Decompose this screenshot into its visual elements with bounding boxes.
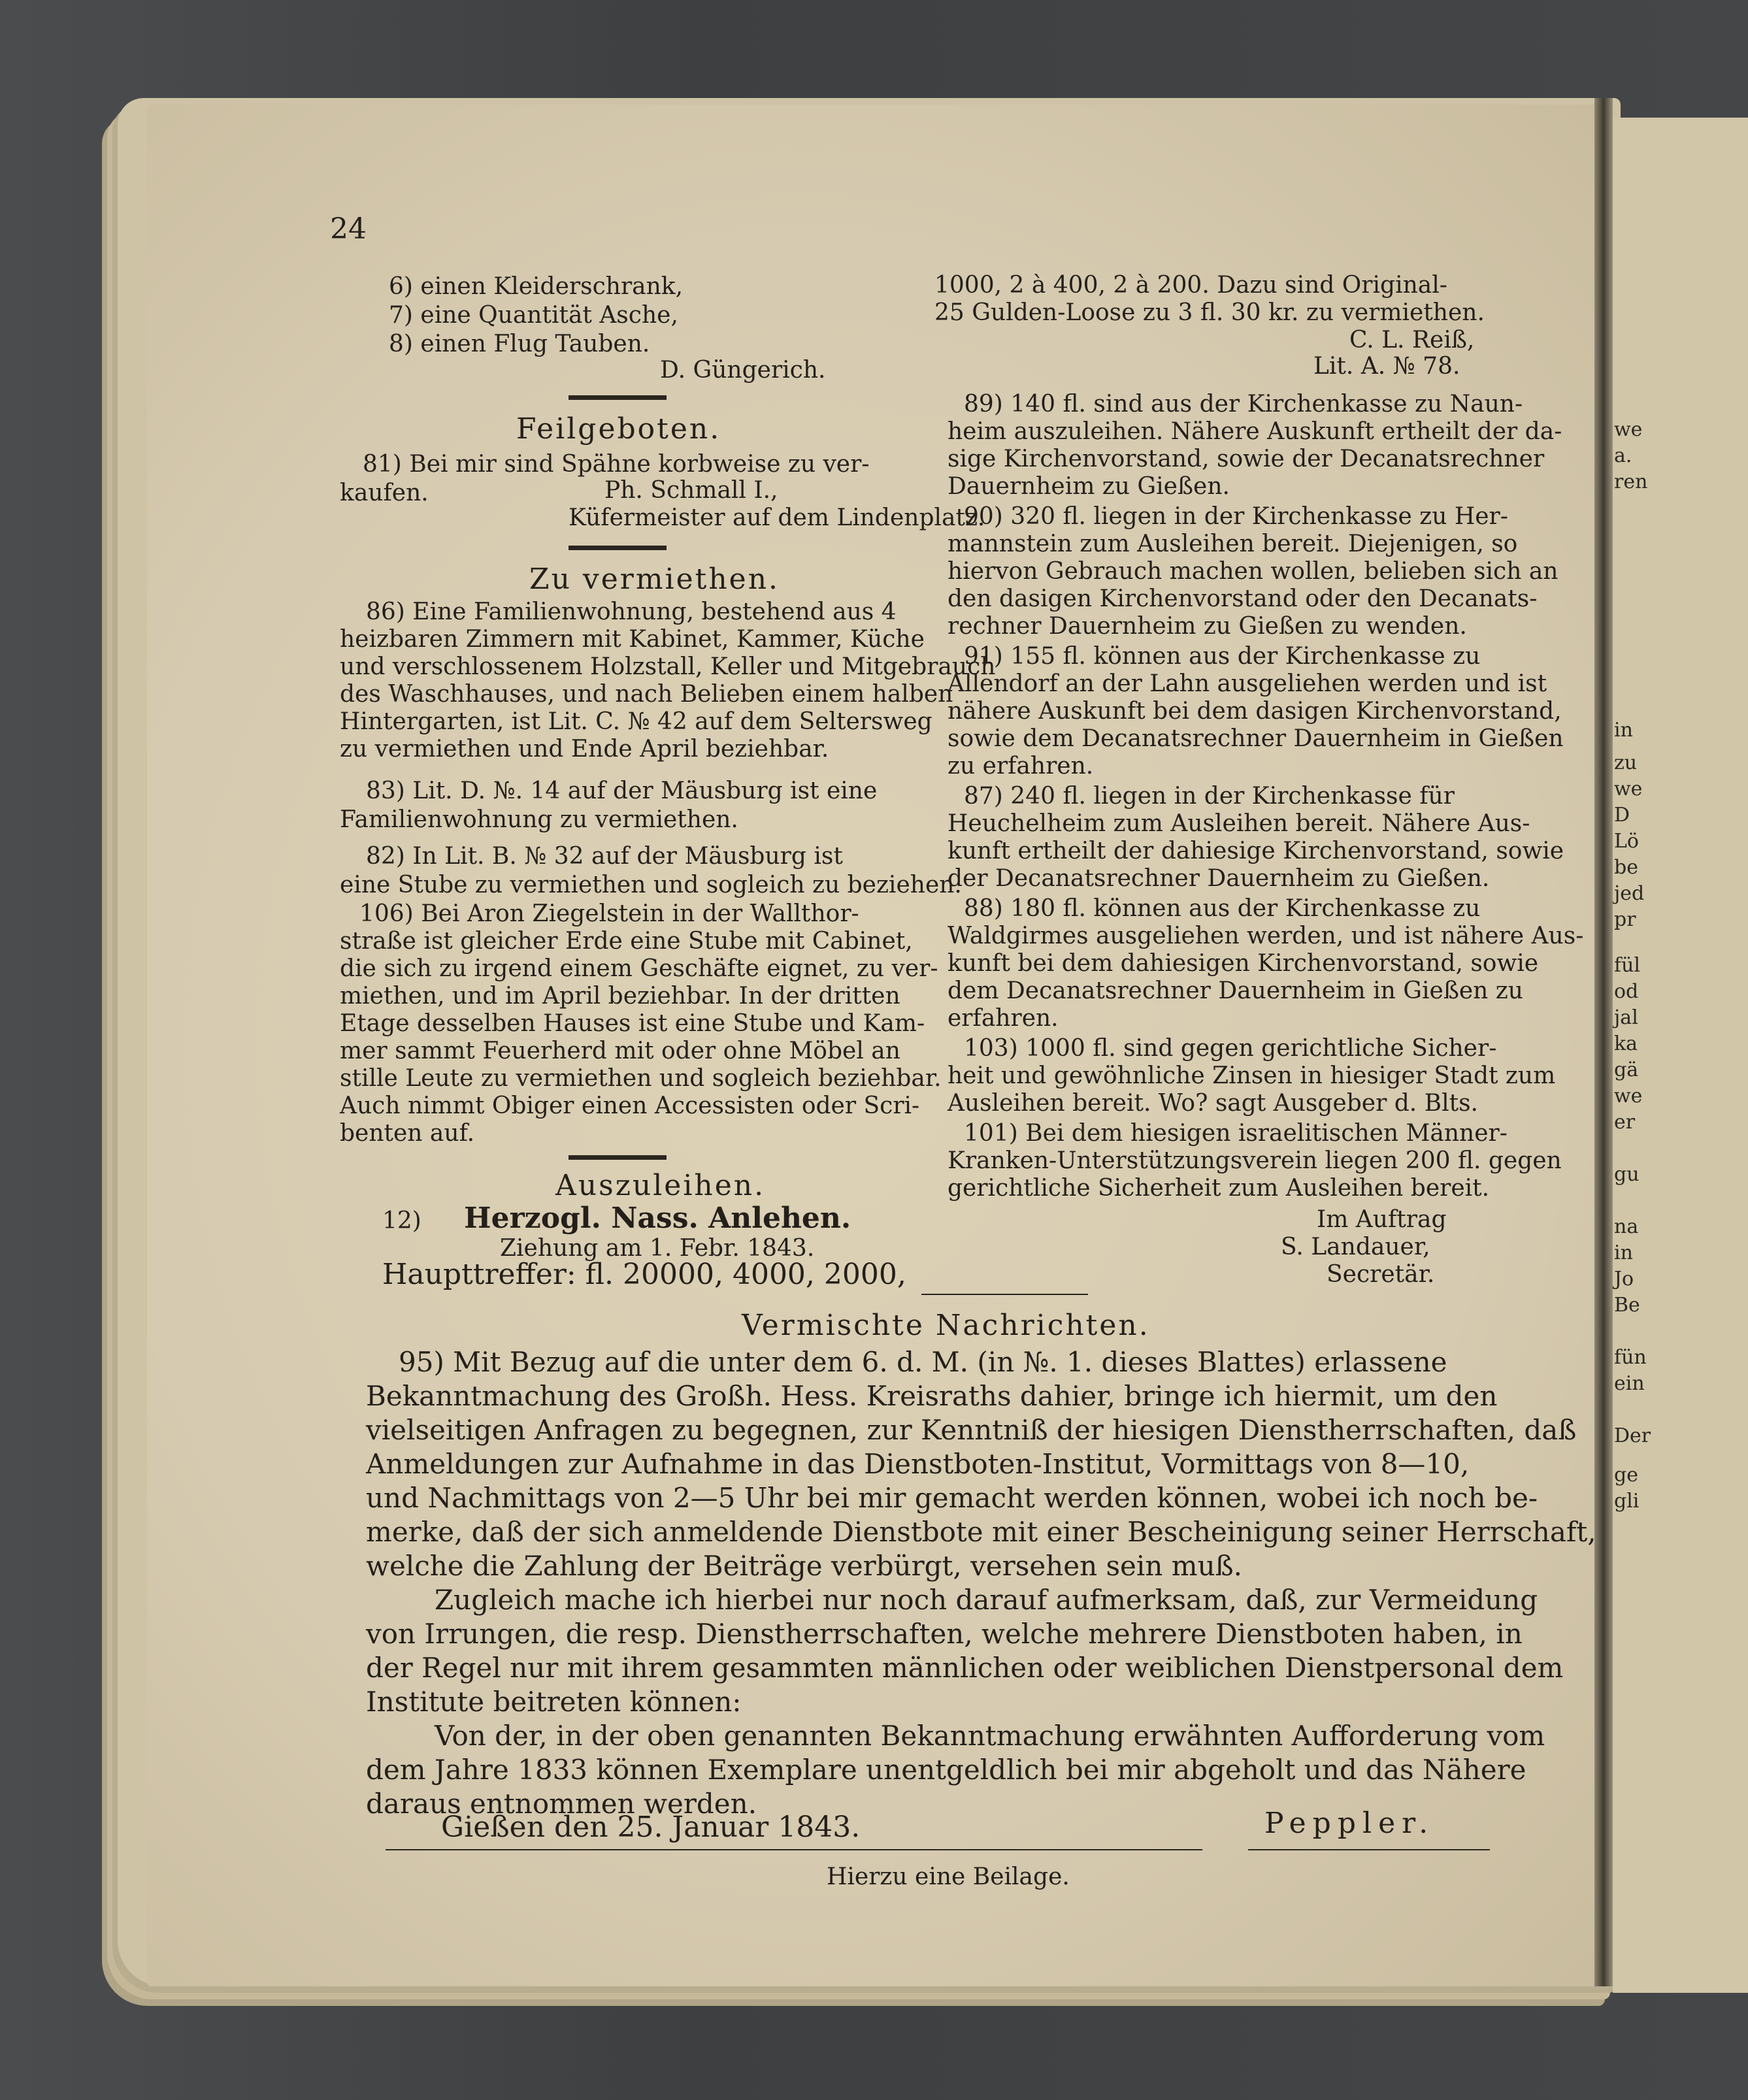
next-page-fragment: gu xyxy=(1614,1163,1640,1186)
section-heading-auszuleihen: Auszuleihen. xyxy=(555,1169,766,1202)
text-line: kaufen. xyxy=(340,480,429,506)
next-page-fragment: D xyxy=(1614,804,1630,827)
text-line: 12) xyxy=(382,1207,421,1234)
seller-name: Ph. Schmall I., xyxy=(604,477,778,504)
text-line: 83) Lit. D. №. 14 auf der Mäusburg ist eine xyxy=(366,778,878,804)
text-line: Secretär. xyxy=(1327,1261,1435,1288)
section-rule xyxy=(569,546,667,550)
text-line: Familienwohnung zu vermiethen. xyxy=(340,806,738,833)
next-page-fragment: ein xyxy=(1614,1372,1645,1395)
text-line: Etage desselben Hauses ist eine Stube und Kam- xyxy=(340,1010,925,1037)
text-line: mer sammt Feuerherd mit oder ohne Möbel an xyxy=(340,1038,900,1064)
list-signature: D. Güngerich. xyxy=(660,357,826,384)
text-line: miethen, und im April beziehbar. In der dritten xyxy=(340,983,900,1009)
text-line: 88) 180 fl. können aus der Kirchenkasse zu xyxy=(964,895,1481,922)
section-heading-vermiethen: Zu vermiethen. xyxy=(529,563,780,596)
section-heading-vermischte: Vermischte Nachrichten. xyxy=(742,1309,1150,1342)
page-number: 24 xyxy=(330,212,367,246)
text-line: S. Landauer, xyxy=(1281,1234,1430,1260)
text-line: stille Leute zu vermiethen und sogleich beziehbar. xyxy=(340,1065,942,1092)
next-page-fragment: be xyxy=(1614,856,1638,879)
text-line: heit und gewöhnliche Zinsen in hiesiger Stadt zum xyxy=(948,1062,1556,1089)
text-line: 87) 240 fl. liegen in der Kirchenkasse für xyxy=(964,783,1455,810)
text-line: Allendorf an der Lahn ausgeliehen werden und ist xyxy=(948,670,1547,697)
text-line: Von der, in der oben genannten Bekanntmachung erwähnten Aufforderung vom xyxy=(435,1720,1545,1752)
next-page-fragment: Be xyxy=(1614,1294,1640,1317)
text-line: 82) In Lit. B. № 32 auf der Mäusburg ist xyxy=(366,843,843,870)
text-line: 103) 1000 fl. sind gegen gerichtliche Sicher- xyxy=(964,1035,1497,1062)
text-line: eine Stube zu vermiethen und sogleich zu beziehen. xyxy=(340,872,962,898)
list-item: 8) einen Flug Tauben. xyxy=(389,331,650,357)
text-line: 101) Bei dem hiesigen israelitischen Männer- xyxy=(964,1120,1508,1147)
text-line: des Waschhauses, und nach Belieben einem halben xyxy=(340,681,953,708)
text-line: und verschlossenem Holzstall, Keller und Mitgebrauch xyxy=(340,653,996,680)
text-line: den dasigen Kirchenvorstand oder den Decanats- xyxy=(948,585,1538,612)
text-line: straße ist gleicher Erde eine Stube mit Cabinet, xyxy=(340,928,913,955)
next-page-fragment: we xyxy=(1614,778,1643,800)
next-page-fragment: od xyxy=(1614,980,1639,1003)
text-line: Kranken-Unterstützungsverein liegen 200 fl. gegen xyxy=(948,1147,1562,1174)
text-line: dem Jahre 1833 können Exemplare unentgeldlich bei mir abgeholt und das Nähere xyxy=(366,1754,1526,1786)
text-line: 91) 155 fl. können aus der Kirchenkasse zu xyxy=(964,643,1481,670)
date-line: Gießen den 25. Januar 1843. xyxy=(441,1811,861,1844)
next-page-fragment: gli xyxy=(1614,1490,1640,1513)
next-page-fragment: Lö xyxy=(1614,830,1639,853)
next-page-fragment: pr xyxy=(1614,908,1636,931)
next-page-fragment: we xyxy=(1614,1085,1643,1107)
next-page-fragment: a. xyxy=(1614,444,1632,467)
section-rule xyxy=(569,395,667,400)
text-line: 25 Gulden-Loose zu 3 fl. 30 kr. zu vermiethen. xyxy=(934,299,1485,326)
text-line: 86) Eine Familienwohnung, bestehend aus 4 xyxy=(366,599,897,625)
next-page-fragment: Jo xyxy=(1614,1268,1634,1290)
next-page-fragment: Der xyxy=(1614,1424,1651,1447)
text-line: die sich zu irgend einem Geschäfte eignet, zu ver- xyxy=(340,955,938,982)
text-line: kunft bei dem dahiesigen Kirchenvorstand, sowie xyxy=(948,950,1539,977)
text-line: daraus entnommen werden. xyxy=(366,1788,757,1820)
text-line: Ausleihen bereit. Wo? sagt Ausgeber d. Blts. xyxy=(948,1090,1479,1117)
text-line: 106) Bei Aron Ziegelstein in der Wallthor- xyxy=(359,900,859,927)
text-line: zu vermiethen und Ende April beziehbar. xyxy=(340,736,829,763)
section-rule xyxy=(569,1155,667,1160)
text-line: benten auf. xyxy=(340,1120,475,1147)
text-line: dem Decanatsrechner Dauernheim in Gießen zu xyxy=(948,977,1523,1004)
next-page-fragment: ka xyxy=(1614,1032,1638,1055)
text-line: 1000, 2 à 400, 2 à 200. Dazu sind Original- xyxy=(934,272,1447,299)
seller-role: Küfermeister auf dem Lindenplatz. xyxy=(569,504,985,531)
draw-date: Ziehung am 1. Febr. 1843. xyxy=(500,1235,815,1262)
text-line: Bekanntmachung des Großh. Hess. Kreisraths dahier, bringe ich hiermit, um den xyxy=(366,1380,1498,1412)
book-gutter xyxy=(1594,98,1613,1986)
next-page-edge xyxy=(1613,118,1748,1993)
text-line: nähere Auskunft bei dem dasigen Kirchenvorstand, xyxy=(948,698,1562,725)
section-heading-feilgeboten: Feilgeboten. xyxy=(516,412,721,446)
text-line: vielseitigen Anfragen zu begegnen, zur Kenntniß der hiesigen Dienstherrschaften, daß xyxy=(366,1414,1577,1446)
next-page-fragment: fün xyxy=(1614,1346,1647,1369)
text-line: sowie dem Decanatsrechner Dauernheim in Gießen xyxy=(948,725,1564,752)
text-line: Heuchelheim zum Ausleihen bereit. Nähere Aus- xyxy=(948,810,1530,837)
text-line: der Regel nur mit ihrem gesammten männlichen oder weiblichen Dienstpersonal dem xyxy=(366,1652,1564,1684)
text-line: Anmeldungen zur Aufnahme in das Dienstboten-Institut, Vormittags von 8—10, xyxy=(366,1448,1470,1480)
next-page-fragment: jed xyxy=(1614,882,1645,905)
text-line: heizbaren Zimmern mit Kabinet, Kammer, Küche xyxy=(340,626,925,653)
next-page-fragment: ren xyxy=(1614,470,1648,493)
next-page-fragment: fül xyxy=(1614,954,1641,977)
text-line: heim auszuleihen. Nähere Auskunft ertheilt der da- xyxy=(948,418,1562,445)
next-page-fragment: jal xyxy=(1614,1006,1638,1029)
text-line: und Nachmittags von 2—5 Uhr bei mir gemacht werden können, wobei ich noch be- xyxy=(366,1482,1538,1514)
column-end-rule xyxy=(921,1294,1088,1295)
text-line: 89) 140 fl. sind aus der Kirchenkasse zu Naun- xyxy=(964,391,1523,418)
text-line: sige Kirchenvorstand, sowie der Decanatsrechner xyxy=(948,446,1545,472)
signature: Peppler. xyxy=(1264,1807,1435,1840)
footer-rule-right xyxy=(1248,1849,1490,1850)
next-page-fragment: na xyxy=(1614,1215,1639,1238)
text-line: Dauernheim zu Gießen. xyxy=(948,473,1230,500)
text-line: Waldgirmes ausgeliehen werden, und ist nähere Aus- xyxy=(948,923,1584,949)
next-page-fragment: in xyxy=(1614,719,1633,742)
next-page-fragment: er xyxy=(1614,1111,1636,1134)
text-line: Auch nimmt Obiger einen Accessisten oder Scri- xyxy=(340,1092,920,1119)
main-prizes: Haupttreffer: fl. 20000, 4000, 2000, xyxy=(382,1258,906,1291)
text-line: der Decanatsrechner Dauernheim zu Gießen. xyxy=(948,865,1490,892)
next-page-fragment: zu xyxy=(1614,751,1638,774)
text-line: 95) Mit Bezug auf die unter dem 6. d. M. (in №. 1. dieses Blattes) erlassene xyxy=(399,1346,1447,1378)
text-line: Im Auftrag xyxy=(1317,1206,1447,1233)
text-line: kunft ertheilt der dahiesige Kirchenvorstand, sowie xyxy=(948,838,1564,864)
next-page-fragment: ge xyxy=(1614,1464,1638,1486)
footer-note: Hierzu eine Beilage. xyxy=(827,1863,1070,1890)
text-line: Zugleich mache ich hierbei nur noch darauf aufmerksam, daß, zur Vermeidung xyxy=(435,1584,1538,1616)
text-line: von Irrungen, die resp. Dienstherrschaften, welche mehrere Dienstboten haben, in xyxy=(366,1618,1523,1650)
next-page-fragment: gä xyxy=(1614,1058,1639,1081)
text-line: erfahren. xyxy=(948,1005,1059,1032)
loan-title: Herzogl. Nass. Anlehen. xyxy=(464,1202,851,1235)
text-line: Hintergarten, ist Lit. C. № 42 auf dem Seltersweg xyxy=(340,708,932,735)
text-line: C. L. Reiß, xyxy=(1349,327,1475,353)
text-line: merke, daß der sich anmeldende Dienstbote mit einer Bescheinigung seiner Herrschaft, xyxy=(366,1516,1596,1548)
footer-rule-left xyxy=(386,1849,1202,1850)
text-line: 90) 320 fl. liegen in der Kirchenkasse zu Her- xyxy=(964,503,1508,530)
text-line: Institute beitreten können: xyxy=(366,1686,742,1718)
text-line: rechner Dauernheim zu Gießen zu wenden. xyxy=(948,613,1467,640)
text-line: zu erfahren. xyxy=(948,753,1094,779)
text-line: welche die Zahlung der Beiträge verbürgt, versehen sein muß. xyxy=(366,1550,1243,1582)
list-item: 7) eine Quantität Asche, xyxy=(389,302,678,329)
text-line: Lit. A. № 78. xyxy=(1313,353,1460,380)
next-page-fragment: we xyxy=(1614,418,1643,441)
text-line: hiervon Gebrauch machen wollen, belieben sich an xyxy=(948,558,1558,585)
list-item: 6) einen Kleiderschrank, xyxy=(389,273,684,300)
text-line: mannstein zum Ausleihen bereit. Diejenigen, so xyxy=(948,531,1518,557)
next-page-fragment: in xyxy=(1614,1241,1633,1264)
text-line: gerichtliche Sicherheit zum Ausleihen bereit. xyxy=(948,1175,1490,1202)
text-line: 81) Bei mir sind Spähne korbweise zu ver- xyxy=(363,451,870,478)
